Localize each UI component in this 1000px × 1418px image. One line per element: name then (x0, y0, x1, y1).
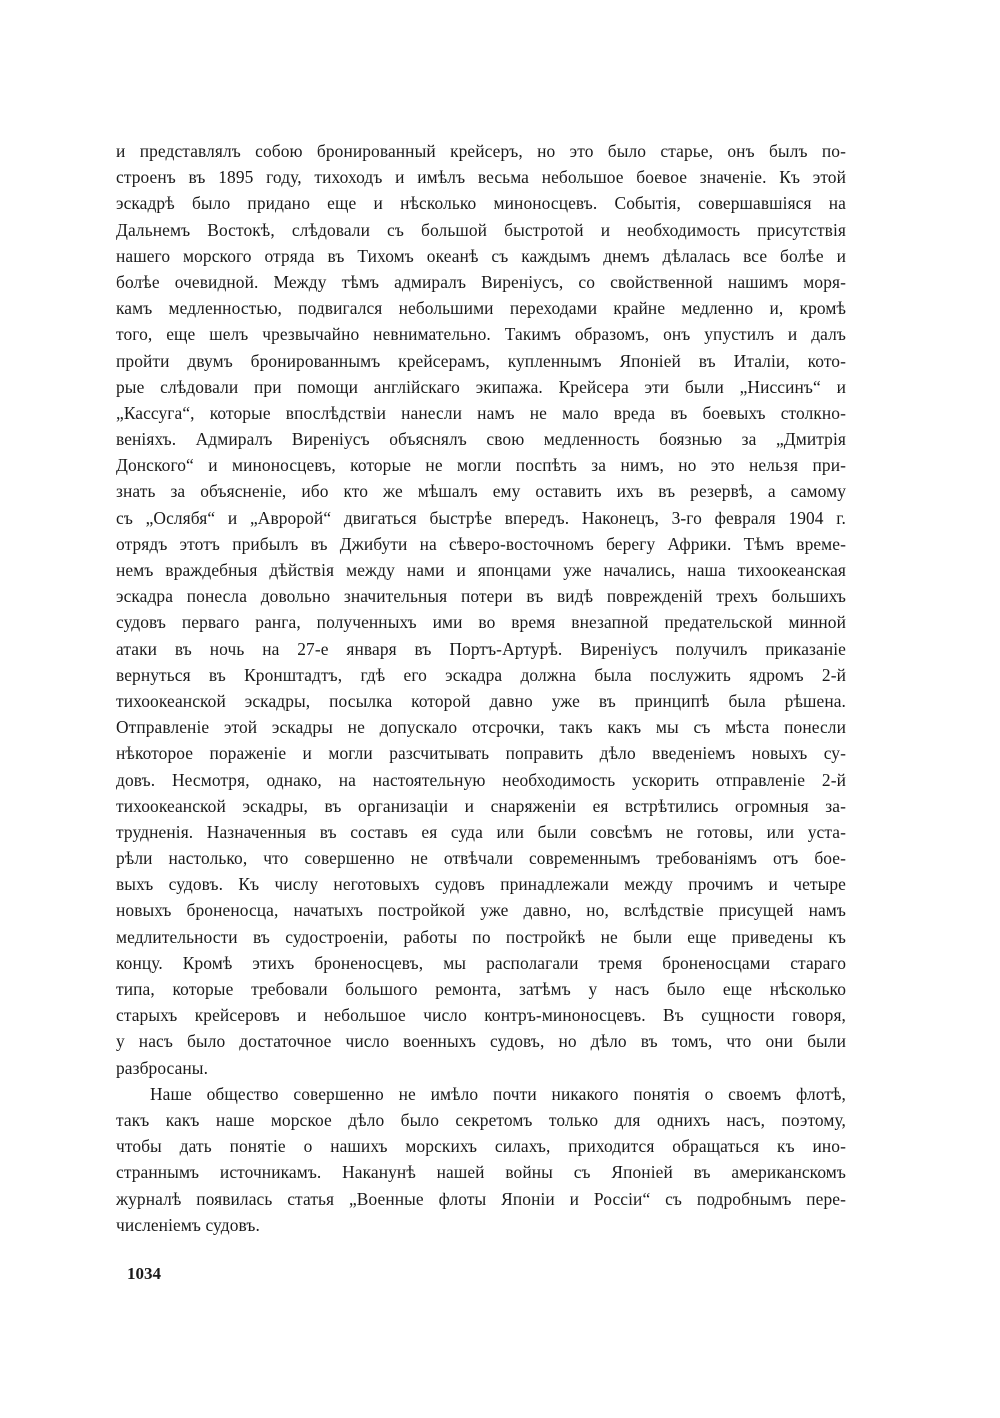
text-line: нашего морского отряда въ Тихомъ океанѣ съ каждымъ днемъ дѣлалась все болѣе и (116, 245, 846, 266)
text-line: концу. Кромѣ этихъ броненосцевъ, мы располагали тремя броненосцами стараго (116, 952, 846, 973)
text-line: вернуться въ Кронштадтъ, гдѣ его эскадра должна была послужить ядромъ 2-й (116, 664, 846, 685)
text-line: тихоокеанской эскадры, посылка которой давно уже въ принципѣ была рѣшена. (116, 690, 846, 711)
text-line: „Кассуга“, которые впослѣдствiи нанесли намъ не мало вреда въ боевыхъ столкно- (116, 402, 846, 423)
text-line: камъ медленностью, подвигался небольшими переходами крайне медленно и, кромѣ (116, 298, 846, 319)
text-line: такъ какъ наше морское дѣло было секретомъ только для однихъ насъ, поэтому, (116, 1109, 846, 1130)
text-line: строенъ въ 1895 году, тихоходъ и имѣлъ весьма небольшое боевое значенie. Къ этой (116, 167, 846, 188)
text-line: чтобы дать понятie о нашихъ морскихъ силахъ, приходится обращаться къ ино- (116, 1136, 846, 1157)
text-line: Донского“ и миноносцевъ, которые не могли поспѣть за нимъ, но это нельзя при- (116, 455, 846, 476)
text-line: того, еще шелъ чрезвычайно невнимательно. Такимъ образомъ, онъ упустилъ и далъ (116, 324, 846, 345)
text-line: Дальнемъ Востокѣ, слѣдовали съ большой быстротой и необходимость присутствiя (116, 219, 846, 240)
text-line: судовъ перваго ранга, полученныхъ ими во время внезапной предательской минной (116, 612, 846, 633)
text-line: рые слѣдовали при помощи англiйскаго экипажа. Крейсера эти были „Ниссинъ“ и (116, 376, 846, 397)
text-line: эскадрѣ было придано еще и нѣсколько миноносцевъ. Событiя, совершавшiяся на (116, 193, 846, 214)
text-line: и представлялъ собою бронированный крейсеръ, но это было старье, онъ былъ по- (116, 141, 846, 161)
text-line: довъ. Несмотря, однако, на настоятельную необходимость ускорить отправленie 2-й (116, 769, 846, 790)
text-line: страннымъ источникамъ. Наканунѣ нашей войны съ Японiей въ американскомъ (116, 1162, 846, 1183)
text-line: у насъ было достаточное число военныхъ судовъ, но дѣло въ томъ, что они были (116, 1031, 846, 1052)
paragraph-2 (116, 1081, 846, 1238)
text-line: Наше общество совершенно не имѣло почти никакого понятiя о своемъ флотѣ, (150, 1083, 846, 1104)
text-line: рѣли настолько, что совершенно не отвѣчали современнымъ требованiямъ отъ бое- (116, 848, 846, 869)
page-number: 1034 (127, 1264, 161, 1283)
paragraph-1 (116, 138, 846, 1081)
text-line: съ „Ослябя“ и „Авророй“ двигаться быстрѣе впередъ. Наконецъ, 3-го февраля 1904 г. (116, 507, 846, 528)
text-line: старыхъ крейсеровъ и небольшое число контръ-миноносцевъ. Въ сущности говоря, (116, 1005, 846, 1026)
text-line: новыхъ броненосца, начатыхъ постройкой уже давно, но, вслѣдствiе присущей намъ (116, 900, 846, 921)
text-line: венiяхъ. Адмиралъ Виреніусъ объяснялъ свою медленность боязнью за „Дмитрiя (116, 429, 846, 450)
text-line: нѣкоторое пораженie и могли разсчитывать поправить дѣло введенiемъ новыхъ су- (116, 743, 846, 764)
text-line: немъ враждебныя дѣйствiя между нами и японцами уже начались, наша тихоокеанская (116, 560, 846, 580)
text-line: отрядъ этотъ прибылъ въ Джибути на сѣверо-восточномъ берегу Африки. Тѣмъ време- (116, 533, 846, 554)
text-line: трудненiя. Назначенныя въ составъ ея суда или были совсѣмъ не готовы, или уста- (116, 821, 846, 842)
text-line: типа, которые требовали большого ремонта, затѣмъ у насъ было еще нѣсколько (116, 979, 846, 999)
text-line: медлительности въ судостроенiи, работы по постройкѣ не были еще приведены къ (116, 926, 846, 947)
text-line: болѣе очевидной. Между тѣмъ адмиралъ Виреніусъ, со свойственной нашимъ моря- (116, 271, 846, 292)
text-line: журналѣ появилась статья „Военные флоты Японiи и Россiи“ съ подробнымъ пере- (116, 1188, 846, 1209)
text-line: тихоокеанской эскадры, въ организацiи и снаряженiи ея встрѣтились огромныя за- (116, 795, 846, 816)
text-line: атаки въ ночь на 27-е января въ Портъ-Артурѣ. Виреніусъ получилъ приказанie (116, 638, 846, 659)
text-line: Отправленie этой эскадры не допускало отсрочки, такъ какъ мы съ мѣста понесли (116, 717, 846, 738)
text-line: разбросаны. (116, 1057, 209, 1078)
text-line: знать за объясненie, ибо кто же мѣшалъ ему оставить ихъ въ резервѣ, а самому (116, 481, 846, 502)
text-line: выхъ судовъ. Къ числу неготовыхъ судовъ принадлежали между прочимъ и четыре (116, 874, 846, 895)
text-line: пройти двумъ бронированнымъ крейсерамъ, купленнымъ Японiей въ Италiи, кото- (116, 350, 846, 371)
text-line: численiемъ судовъ. (116, 1214, 260, 1235)
text-line: эскадра понесла довольно значительныя потери въ видѣ поврежденiй трехъ большихъ (116, 586, 846, 607)
body-text (116, 138, 846, 1238)
